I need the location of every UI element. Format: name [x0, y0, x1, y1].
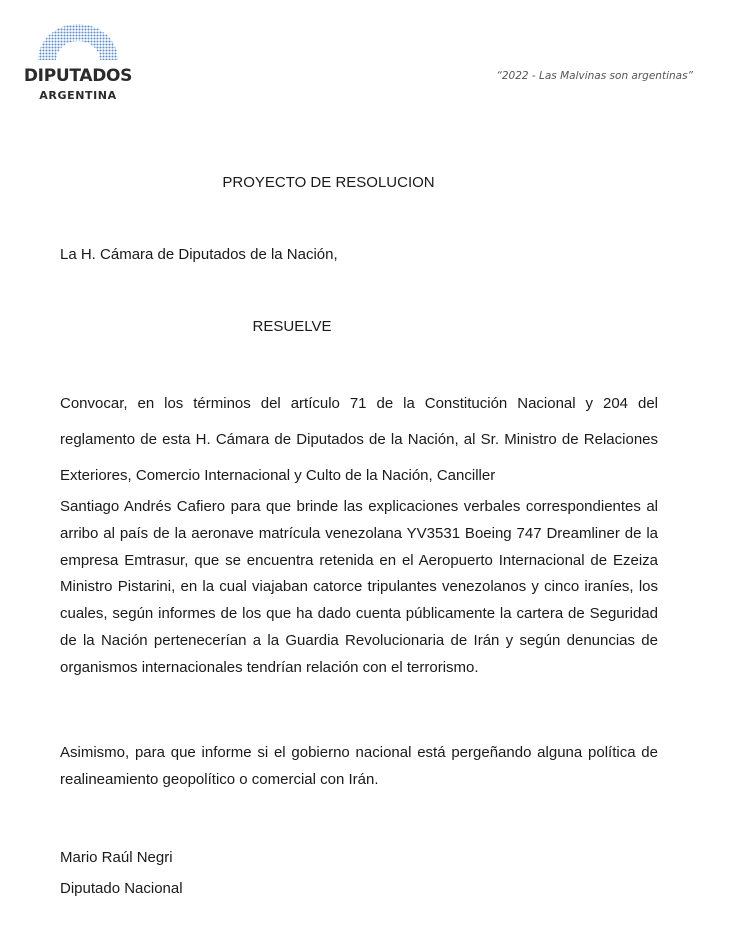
logo-subtitle: ARGENTINA: [39, 89, 117, 102]
signature-name: Mario Raúl Negri: [60, 849, 173, 866]
document-title: PROYECTO DE RESOLUCION: [222, 174, 435, 191]
resuelve-heading: RESUELVE: [252, 318, 332, 335]
motto-text: “2022 - Las Malvinas son argentinas”: [496, 70, 693, 82]
signature-role: Diputado Nacional: [60, 880, 183, 897]
addressee-line: La H. Cámara de Diputados de la Nación,: [60, 246, 338, 263]
hemicycle-icon: [36, 22, 120, 62]
paragraph-convocar-part2: Santiago Andrés Cafiero para que brinde las explicaciones verbales correspondientes al arribo al país de la aeronave matrícula venezolana YV3531 Boeing 747 Dreamliner de la empresa Emtrasur, que se encuentra retenida en el Aeropuerto Internacional de Ezeiza Ministro Pistarini, en la cual viajaban catorce tripulantes venezolanos y cinco iraníes, los cuales, según informes de los que ha dado cuenta públicamente la cartera de Seguridad de la Nación pertenecerían a la Guardia Revolucionaria de Irán y según denuncias de organismos internacionales tendrían relación con el terrorismo.: [60, 498, 658, 676]
diputados-logo: [22, 22, 134, 104]
logo-title: DIPUTADOS: [23, 66, 133, 86]
paragraph-asimismo: Asimismo, para que informe si el gobierno nacional está pergeñando alguna política de realineamiento geopolítico o comercial con Irán.: [60, 744, 658, 788]
paragraph-convocar-part1: Convocar, en los términos del artículo 71 de la Constitución Nacional y 204 del reglamento de esta H. Cámara de Diputados de la Nación, al Sr. Ministro de Relaciones Exteriores, Comercio Internacional y Culto de la Nación, Canciller: [60, 395, 658, 484]
